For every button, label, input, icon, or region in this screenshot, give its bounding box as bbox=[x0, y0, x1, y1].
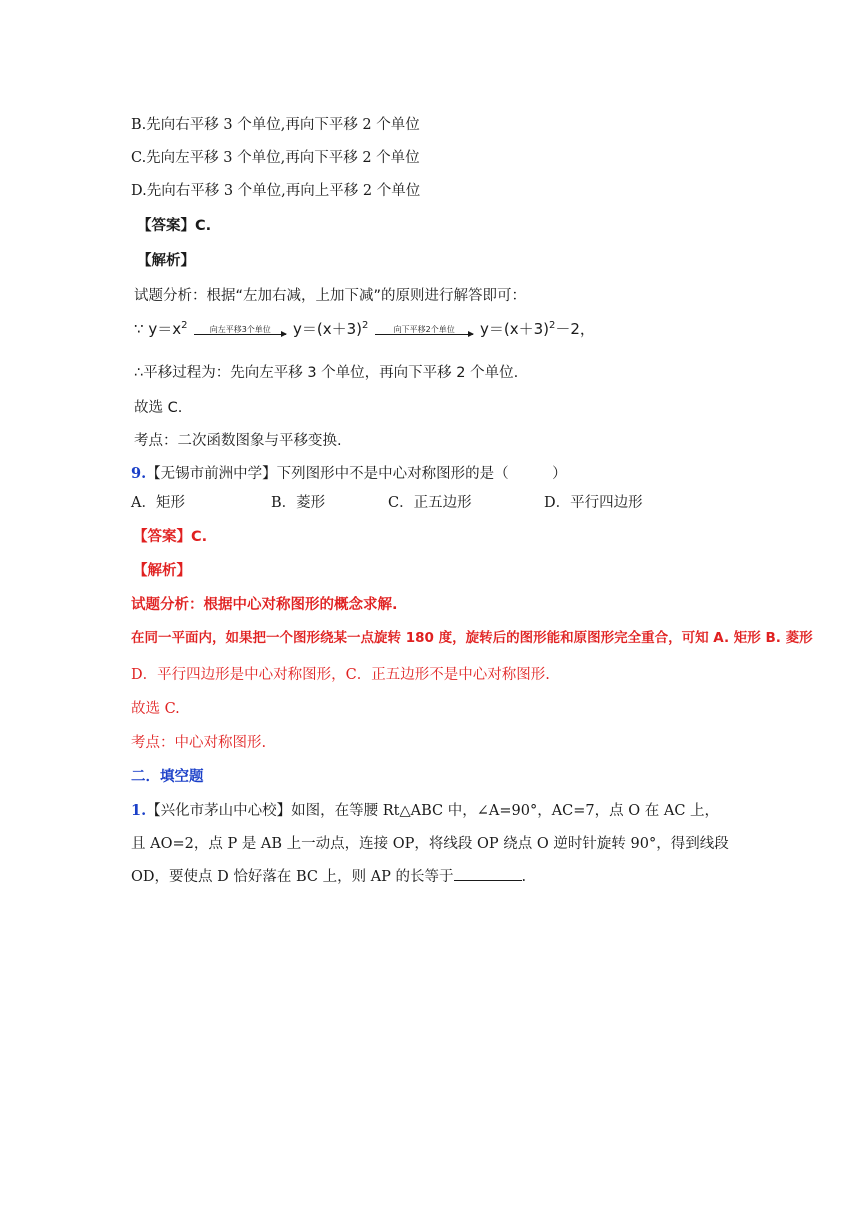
formula-exp-2: 2 bbox=[362, 320, 369, 331]
q9-answer: 【答案】C. bbox=[133, 529, 208, 545]
prev-point: 考点：二次函数图象与平移变换. bbox=[134, 433, 342, 449]
prev-choice: 故选 C. bbox=[134, 400, 183, 416]
question-1-line-1 bbox=[131, 799, 719, 820]
q9-choice: 故选 C. bbox=[131, 701, 180, 717]
q9-analysis-1: 试题分析：根据中心对称图形的概念求解. bbox=[131, 597, 398, 613]
option-a: A．矩形 bbox=[131, 495, 185, 511]
section-title: 二．填空题 bbox=[131, 769, 204, 785]
option-b: B．菱形 bbox=[271, 495, 326, 511]
question-1-number: 1. bbox=[131, 802, 147, 819]
question-1-text-3: OD，要使点 D 恰好落在 BC 上，则 AP 的长等于 bbox=[131, 869, 454, 885]
question-1-line-2: 且 AO=2，点 P 是 AB 上一动点，连接 OP，将线段 OP 绕点 O 逆时针旋转 90°，得到线段 bbox=[131, 836, 729, 852]
q9-point: 考点：中心对称图形. bbox=[131, 735, 267, 751]
prev-option-b: B.先向右平移 3 个单位,再向下平移 2 个单位 bbox=[131, 117, 420, 133]
because-symbol: ∵ bbox=[134, 320, 144, 338]
prev-option-d: D.先向右平移 3 个单位,再向上平移 2 个单位 bbox=[131, 183, 421, 199]
prev-conclusion: ∴平移过程为：先向左平移 3 个单位，再向下平移 2 个单位. bbox=[134, 365, 519, 381]
option-c: C．正五边形 bbox=[388, 495, 472, 511]
arrow-left-shift bbox=[194, 325, 286, 335]
formula-expr-3-tail: －2， bbox=[555, 320, 595, 338]
question-9-options bbox=[131, 491, 643, 512]
question-9-text: 【无锡市前洲中学】下列图形中不是中心对称图形的是（ ） bbox=[146, 466, 567, 482]
q9-analysis-3: D．平行四边形是中心对称图形，C．正五边形不是中心对称图形. bbox=[131, 667, 550, 683]
formula-expr-1: y＝x bbox=[148, 320, 182, 338]
question-9-number: 9. bbox=[131, 465, 147, 482]
prev-option-c: C.先向左平移 3 个单位,再向下平移 2 个单位 bbox=[131, 150, 420, 166]
q9-analysis-2: 在同一平面内，如果把一个图形绕某一点旋转 180 度，旋转后的图形能和原图形完全重合，可知 A. 矩形 B. 菱形 bbox=[131, 630, 813, 646]
formula-exp-1: 2 bbox=[181, 320, 188, 331]
prev-answer: 【答案】C. bbox=[137, 218, 212, 234]
question-1-text-1: 【兴化市茅山中心校】如图，在等腰 Rt△ABC 中，∠A=90°，AC=7，点 O 在 AC 上， bbox=[146, 803, 720, 819]
arrow-down-shift bbox=[375, 325, 473, 335]
arrow-left-shift-label: 向左平移3个单位 bbox=[209, 324, 271, 334]
q9-analysis-label: 【解析】 bbox=[133, 563, 191, 579]
formula-expr-2: y＝(x＋3) bbox=[293, 320, 363, 338]
answer-blank[interactable] bbox=[454, 866, 522, 881]
option-d: D．平行四边形 bbox=[544, 495, 643, 511]
formula-exp-3: 2 bbox=[549, 320, 556, 331]
question-9 bbox=[131, 462, 567, 483]
formula-expr-3: y＝(x＋3) bbox=[479, 320, 549, 338]
question-1-end: . bbox=[521, 869, 527, 885]
translation-formula bbox=[134, 318, 595, 339]
question-1-line-3 bbox=[131, 865, 526, 886]
prev-analysis-label: 【解析】 bbox=[137, 253, 195, 269]
arrow-down-shift-label: 向下平移2个单位 bbox=[393, 324, 455, 334]
prev-analysis-text: 试题分析：根据“左加右减，上加下减”的原则进行解答即可： bbox=[134, 288, 527, 304]
